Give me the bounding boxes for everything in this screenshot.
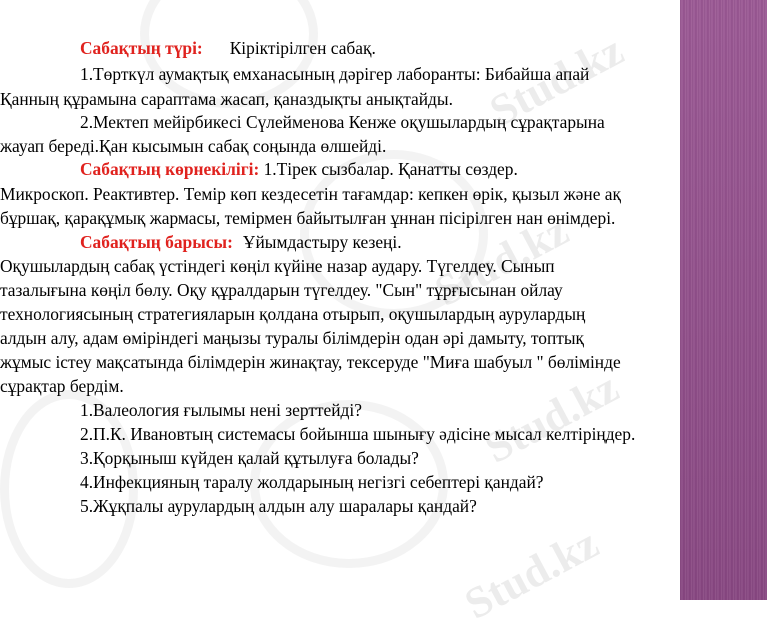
question-item: 5.Жұқпалы аурулардың алдын алу шаралары қандай? <box>80 496 477 516</box>
visual-aids-line-3: бұршақ, қарақұмық жармасы, темірмен байытылған ұннан пісірілген нан өнімдері. <box>0 208 616 228</box>
lesson-flow-line-1 <box>80 230 402 254</box>
lesson-flow-paragraph-line: тазалығына көңіл бөлу. Оқу құралдарын түгелдеу. "Сын" тұрғысынан ойлау <box>0 280 563 300</box>
intro-item-1-line-2: Қанның құрамына сараптама жасап, қаназдықты анықтайды. <box>0 89 453 109</box>
watermark-text: Stud.kz <box>481 25 632 136</box>
watermark-text: Stud.kz <box>456 518 607 629</box>
lesson-flow-value: Ұйымдастыру кезеңі. <box>242 232 402 252</box>
lesson-flow-paragraph-line: жұмыс істеу мақсатында білімдерін жинақтау, тексеруде "Миға шабуыл " бөлімінде <box>0 352 621 372</box>
decorative-sidebar <box>680 0 767 600</box>
intro-item-2-line-1: 2.Мектеп мейірбикесі Сүлейменова Кенже оқушылардың сұрақтарына <box>80 112 605 132</box>
watermark-text: Stud.kz <box>476 362 627 473</box>
visual-aids-line-2: Микроскоп. Реактивтер. Темір көп кездесетін тағамдар: кепкен өрік, қызыл және ақ <box>0 184 621 204</box>
visual-aids-line-1 <box>80 157 518 181</box>
watermark-text: Stud.kz <box>426 205 577 316</box>
lesson-type-line <box>80 36 376 60</box>
lesson-type-value: Кіріктірілген сабақ. <box>229 38 376 58</box>
intro-item-1-line-1: 1.Төрткүл аумақтық емханасының дәрігер лаборанты: Бибайша апай <box>80 64 590 84</box>
lesson-flow-label: Сабақтың барысы: <box>80 232 233 252</box>
lesson-flow-paragraph-line: технологиясының стратегияларын қолдана отырып, оқушылардың аурулардың <box>0 304 586 324</box>
question-item: 4.Инфекцияның таралу жолдарының негізгі себептері қандай? <box>80 472 544 492</box>
lesson-flow-paragraph-line: алдын алу, адам өміріндегі маңызы туралы білімдерін одан әрі дамыту, топтық <box>0 328 584 348</box>
lesson-flow-paragraph-line: сұрақтар бердім. <box>0 376 124 396</box>
question-item: 3.Қорқыныш күйден қалай құтылуға болады? <box>80 448 419 468</box>
intro-item-2-line-2: жауап береді.Қан кысымын сабақ соңында өлшейді. <box>0 136 387 156</box>
visual-aids-label: Сабақтың көрнекілігі: <box>80 159 260 179</box>
visual-aids-value: 1.Тірек сызбалар. Қанатты сөздер. <box>263 159 518 179</box>
lesson-type-label: Сабақтың түрі: <box>80 38 203 58</box>
question-item: 2.П.К. Ивановтың системасы бойынша шынығу әдісіне мысал келтіріңдер. <box>80 424 636 444</box>
lesson-flow-paragraph-line: Оқушылардың сабақ үстіндегі көңіл күйіне назар аудару. Түгелдеу. Сынып <box>0 256 555 276</box>
question-item: 1.Валеология ғылымы нені зерттейді? <box>80 400 362 420</box>
